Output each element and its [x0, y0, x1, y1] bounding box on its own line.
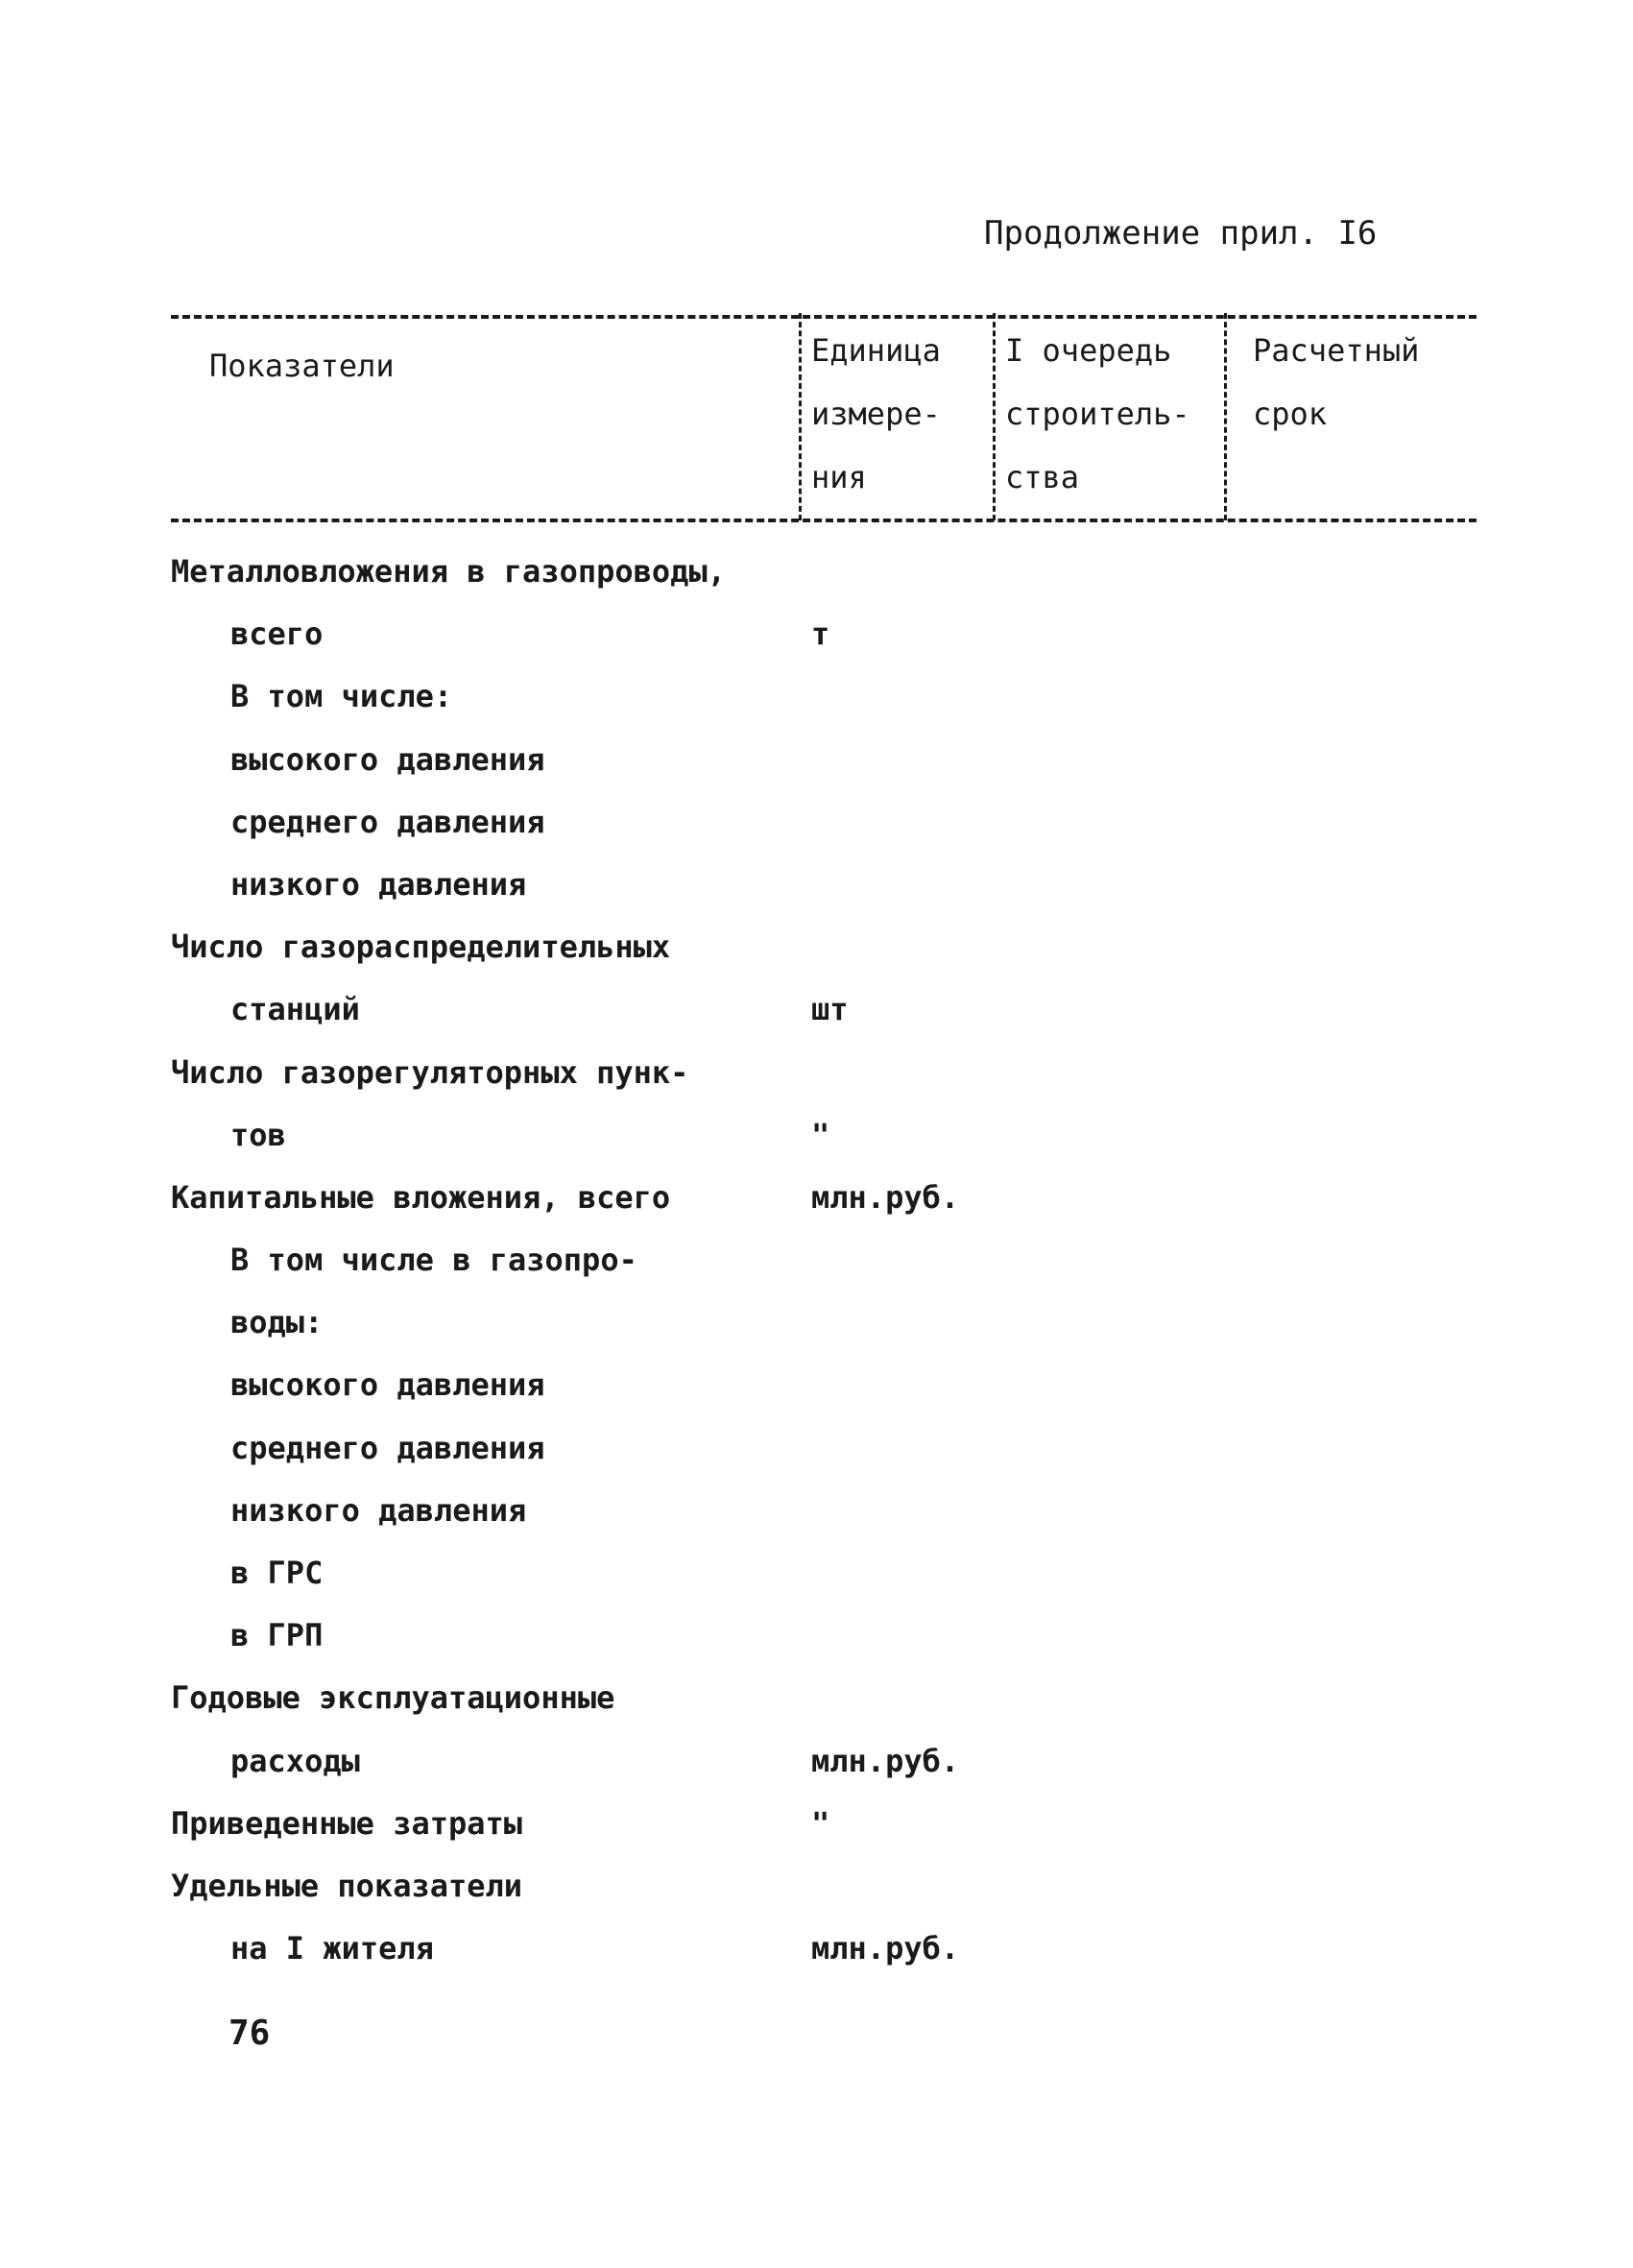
row-label: Число газорегуляторных пунк- [171, 1053, 689, 1091]
table-row [0, 546, 1633, 609]
column-header-unit [811, 319, 941, 509]
column-header-line: Расчетный [1253, 332, 1420, 369]
row-label: воды: [230, 1304, 324, 1341]
row-unit: млн.руб. [811, 1930, 960, 1967]
table-row [0, 1798, 1633, 1861]
column-header-first-stage [1005, 319, 1190, 509]
column-header-indicators [209, 334, 395, 398]
column-header-design-period [1253, 319, 1419, 446]
row-label: среднего давления [230, 803, 545, 840]
table-row [0, 1297, 1633, 1360]
row-label: всего [230, 615, 324, 653]
table-row [0, 1172, 1633, 1235]
row-label: Капитальные вложения, всего [171, 1178, 671, 1216]
row-label: тов [230, 1116, 286, 1153]
table-row [0, 1610, 1633, 1673]
table-row [0, 1423, 1633, 1485]
row-label: расходы [230, 1742, 360, 1779]
table-row [0, 1485, 1633, 1548]
table-row [0, 1673, 1633, 1735]
table-row [0, 1861, 1633, 1923]
column-header-line: срок [1253, 396, 1328, 432]
row-label: в ГРС [230, 1555, 324, 1591]
row-label: высокого давления [230, 740, 545, 778]
column-header-line: I очередь [1005, 332, 1172, 369]
row-unit: шт [811, 991, 849, 1028]
column-header-line: ства [1005, 459, 1080, 495]
table-row [0, 984, 1633, 1047]
column-header-line: ния [811, 459, 867, 495]
row-label: Годовые эксплуатационные [171, 1679, 615, 1717]
row-label: Число газораспределительных [171, 929, 671, 966]
column-header-line: Единица [811, 332, 941, 369]
table-row [0, 859, 1633, 922]
column-header-line: измере- [811, 396, 941, 432]
row-label: высокого давления [230, 1366, 545, 1404]
row-label: в ГРП [230, 1617, 324, 1654]
row-label: В том числе: [230, 678, 453, 715]
table-row [0, 609, 1633, 671]
table-header-bottom-rule [171, 519, 1477, 522]
row-label: на I жителя [230, 1930, 434, 1967]
row-label: низкого давления [230, 865, 527, 903]
table-row [0, 1923, 1633, 1986]
table-row [0, 1048, 1633, 1110]
table-row [0, 1548, 1633, 1610]
column-header-line: Показатели [209, 348, 395, 384]
table-body [0, 546, 1633, 1986]
table-row [0, 671, 1633, 734]
column-separator [993, 313, 996, 520]
column-separator [799, 313, 802, 520]
row-unit: т [811, 615, 830, 653]
table-row [0, 1360, 1633, 1422]
row-unit: млн.руб. [811, 1178, 960, 1216]
table-row [0, 922, 1633, 984]
column-separator [1224, 313, 1227, 520]
row-label: Удельные показатели [171, 1867, 523, 1904]
table-row [0, 1235, 1633, 1297]
row-label: низкого давления [230, 1491, 527, 1529]
row-unit: " [811, 1116, 830, 1153]
page-number: 76 [228, 2014, 271, 2053]
table-row [0, 735, 1633, 797]
row-unit: " [811, 1804, 830, 1842]
table-row [0, 797, 1633, 859]
row-unit: млн.руб. [811, 1742, 960, 1779]
table-row [0, 1110, 1633, 1172]
row-label: Приведенные затраты [171, 1804, 523, 1842]
column-header-line: строитель- [1005, 396, 1190, 432]
row-label: В том числе в газопро- [230, 1242, 637, 1279]
row-label: станций [230, 991, 360, 1028]
row-label: Металловложения в газопроводы, [171, 553, 726, 590]
row-label: среднего давления [230, 1429, 545, 1466]
continuation-title: Продолжение прил. I6 [984, 214, 1378, 253]
table-row [0, 1736, 1633, 1798]
